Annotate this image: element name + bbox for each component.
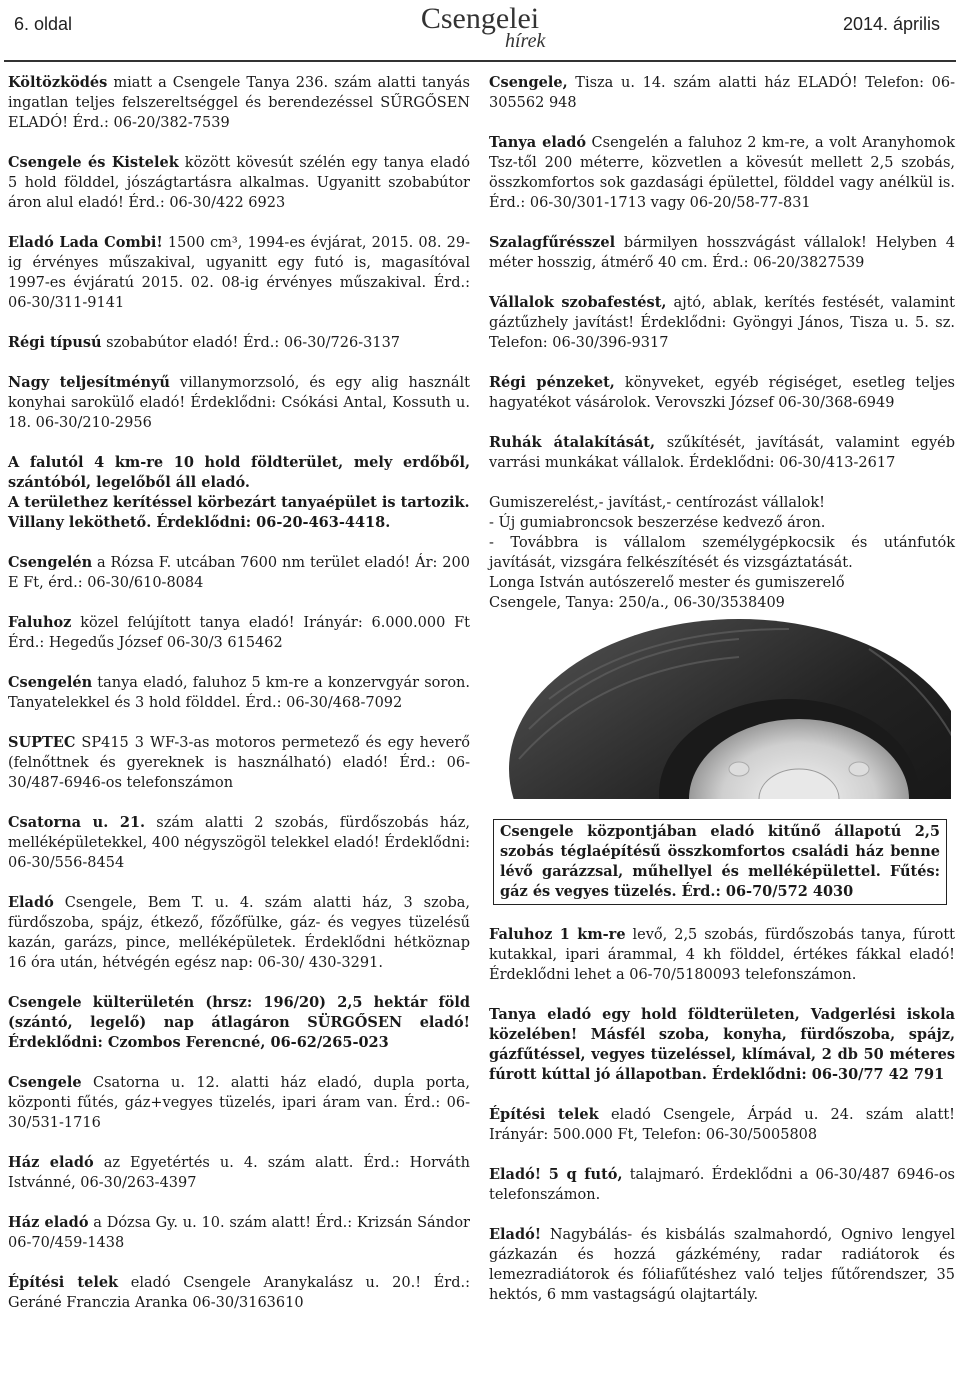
tire-icon bbox=[489, 619, 951, 799]
ad-text: Csatorna u. 12. alatti ház eladó, dupla porta, központi fűtés, gáz+vegyes tüzelés, ipari áram van. Érd.: 06-30/531-1716 bbox=[8, 1075, 470, 1131]
ad-lead: Csengele külterületén (hrsz: 196/20) 2,5 hektár föld (szántó, legelő) nap átlagáron SÜRGŐSEN eladó! Érdeklődni: Czombos Ferencné, 06-62/265-023 bbox=[8, 994, 470, 1051]
ad-lead: Csengele és Kistelek bbox=[8, 154, 179, 171]
ad-lead: Vállalok szobafestést, bbox=[489, 294, 667, 311]
classified-ad bbox=[8, 73, 470, 133]
ad-text: szám alatti 2 szobás, fürdőszobás ház, melléképületekkel, 400 négyszögöl telekkel eladó! Érdeklődni: 06-30/556-8454 bbox=[8, 815, 471, 871]
ad-text: a Rózsa F. utcában 7600 nm terület eladó! Ár: 200 E Ft, érd.: 06-30/610-8084 bbox=[8, 555, 470, 591]
classified-ad bbox=[489, 1105, 955, 1145]
ad-line: A területhez kerítéssel körbezárt tanyaépület is tartozik. bbox=[8, 494, 470, 511]
page-header bbox=[0, 0, 960, 60]
classified-ad bbox=[8, 553, 470, 593]
classified-ad bbox=[489, 925, 955, 985]
ad-lead: Régi típusú bbox=[8, 334, 102, 351]
ad-lead: Építési telek bbox=[489, 1106, 599, 1123]
ad-text: eladó Csengele Aranykalász u. 20.! Érd.: Geráné Franczia Aranka 06-30/3163610 bbox=[8, 1275, 470, 1311]
classified-ad bbox=[489, 373, 955, 413]
ad-lead: Csengelén bbox=[8, 674, 93, 691]
classified-ad bbox=[8, 673, 470, 713]
ad-text: tanya eladó, faluhoz 5 km-re a konzervgyár soron. Tanyatelekkel és 3 hold földdel. Érd.: 06-30/468-7092 bbox=[8, 675, 470, 711]
ad-text: miatt a Csengele Tanya 236. szám alatti tanyás ingatlan teljes felszereltséggel és berendezéssel SŰRGŐSEN ELADÓ! Érd.: 06-20/382-7539 bbox=[8, 75, 470, 131]
ad-lead: Nagy teljesítményű bbox=[8, 374, 170, 391]
ad-lead: Faluhoz 1 km-re bbox=[489, 926, 626, 943]
ad-lead: Csatorna u. 21. bbox=[8, 814, 146, 831]
ad-text: ajtó, ablak, kerítés festését, valamint gáztűzhely javítást! Érdeklődni: Gyöngyi János, Tisza u. 5. sz. Telefon: 06-30/396-9317 bbox=[489, 295, 956, 351]
ad-text: talajmaró. Érdeklődni a 06-30/487 6946-os telefonszámon. bbox=[489, 1167, 955, 1203]
right-column bbox=[489, 73, 955, 1325]
ad-line: Csengele, Tanya: 250/a., 06-30/3538409 bbox=[489, 595, 785, 611]
issue-date: 2014. április bbox=[842, 14, 940, 34]
ad-lead: Eladó! bbox=[489, 1226, 542, 1243]
ad-lead: Költözködés bbox=[8, 74, 108, 91]
ad-text: Csengele, Bem T. u. 4. szám alatti ház, 3 szoba, fürdőszoba, spájz, étkező, főzőfülke, gáz- és vegyes tüzelésű kazán, garázs, pince, melléképületek. Érdeklődni hétköznap 16 óra után, hétvégén egész nap: 06-30/ 430-3291. bbox=[8, 895, 470, 971]
classified-ad bbox=[8, 1213, 470, 1253]
ad-text: szűkítését, javítását, valamint egyéb varrási munkákat vállalok. Érdeklődni: 06-30/413-2617 bbox=[489, 435, 955, 471]
tire-service-ad bbox=[489, 493, 955, 613]
ad-lead: SUPTEC bbox=[8, 734, 76, 751]
ad-text: Csengelén a faluhoz 2 km-re, a volt Aranyhomok Tsz-től 200 méterre, közvetlen a kövesút mellett 2,5 szobás, összkomfortos sok gazdasági épülettel, földdel vagy anélkül is. Érd.: 06-30/301-1713 vagy 06-20/58-77-831 bbox=[489, 135, 955, 211]
classified-ad bbox=[8, 613, 470, 653]
ad-text: könyveket, egyéb régiséget, esetleg teljes hagyatékot vásárolok. Verovszki József 06-30/368-6949 bbox=[489, 375, 955, 411]
classified-ad bbox=[8, 153, 470, 213]
classified-ad bbox=[489, 293, 955, 353]
header-divider bbox=[4, 60, 956, 62]
ad-text: a Dózsa Gy. u. 10. szám alatt! Érd.: Krizsán Sándor 06-70/459-1438 bbox=[8, 1215, 470, 1251]
classified-ad bbox=[8, 993, 470, 1053]
classified-ad bbox=[8, 453, 470, 533]
ad-lead: Régi pénzeket, bbox=[489, 374, 615, 391]
classified-ad bbox=[489, 1005, 955, 1085]
ad-text: szobabútor eladó! Érd.: 06-30/726-3137 bbox=[101, 335, 401, 351]
ad-lead: Tanya eladó bbox=[489, 134, 587, 151]
classified-ad bbox=[8, 333, 470, 353]
classified-ad bbox=[8, 1273, 470, 1313]
masthead-title: Csengelei bbox=[420, 2, 540, 35]
ad-text: közel felújított tanya eladó! Irányár: 6.000.000 Ft Érd.: Hegedűs József 06-30/3 615462 bbox=[8, 615, 470, 651]
ad-lead: Építési telek bbox=[8, 1274, 119, 1291]
classified-ad bbox=[489, 433, 955, 473]
classified-ad bbox=[489, 133, 955, 213]
ad-text: Tisza u. 14. szám alatti ház ELADÓ! Telefon: 06-305562 948 bbox=[489, 75, 955, 111]
ad-line: Villany leköthető. Érdeklődni: 06-20-463-4418. bbox=[8, 514, 391, 531]
ad-lead: Eladó! 5 q futó, bbox=[489, 1166, 623, 1183]
ad-line: - Továbbra is vállalom személygépkocsik és utánfutók javítását, vizsgára felkészítését és vizsgáztatását. bbox=[489, 535, 955, 571]
ad-line: Longa István autószerelő mester és gumiszerelő bbox=[489, 575, 845, 591]
classified-ad bbox=[8, 233, 470, 313]
ad-line: A falutól 4 km-re 10 hold földterület, mely erdőből, szántóból, legelőből áll eladó. bbox=[8, 454, 470, 491]
classified-ad bbox=[8, 373, 470, 433]
ad-text: bármilyen hosszvágást vállalok! Helyben 4 méter hosszig, átmérő 40 cm. Érd.: 06-20/3827539 bbox=[489, 235, 955, 271]
ad-lead: Eladó Lada Combi! bbox=[8, 234, 163, 251]
classified-ad bbox=[489, 73, 955, 113]
ad-lead: Ház eladó bbox=[8, 1214, 89, 1231]
ad-lead: Csengele bbox=[8, 1074, 82, 1091]
ad-lead: Csengelén bbox=[8, 554, 93, 571]
featured-house-ad: Csengele központjában eladó kitűnő állapotú 2,5 szobás téglaépítésű összkomfortos családi ház benne lévő garázzsal, műhellyel és melléképülettel. Fűtés: gáz és vegyes tüzelés. Érd.: 06-70/572 4030 bbox=[493, 819, 947, 905]
ad-lead: Eladó bbox=[8, 894, 54, 911]
ad-text: között kövesút szélén egy tanya eladó 5 hold földdel, jószágtartásra alkalmas. Ugyanitt szobabútor áron alul eladó! Érd.: 06-30/422 6923 bbox=[8, 155, 470, 211]
classified-ad bbox=[8, 1153, 470, 1193]
ad-lead: Ház eladó bbox=[8, 1154, 94, 1171]
ad-text: SP415 3 WF-3-as motoros permetező és egy heverő (felnőttnek és gyereknek is használható) eladó! Érd.: 06-30/487-6946-os telefonszámon bbox=[8, 735, 470, 791]
classified-ad bbox=[489, 1225, 955, 1305]
page-number: 6. oldal bbox=[14, 14, 73, 34]
classified-ad bbox=[8, 1073, 470, 1133]
tire-image bbox=[489, 619, 951, 799]
ad-text: az Egyetértés u. 4. szám alatt. Érd.: Horváth Istvánné, 06-30/263-4397 bbox=[8, 1155, 470, 1191]
ad-text: villanymorzsoló, és egy alig használt konyhai sarokülő eladó! Érdeklődni: Csókási Antal, Kossuth u. 18. 06-30/210-2956 bbox=[8, 375, 470, 431]
ad-lead: Tanya eladó egy hold földterületen, Vadgerlési iskola közelében! Másfél szoba, konyha, fürdőszoba, spájz, gázfűtéssel, vegyes tüzeléssel, klímával, 2 db 50 méteres fúrott kúttal jó állapotban. Érdeklődni: 06-30/77 42 791 bbox=[489, 1006, 955, 1083]
ad-lead: Csengele, bbox=[489, 74, 568, 91]
ad-text: 1500 cm³, 1994-es évjárat, 2015. 08. 29-ig érvényes műszakival, ugyanitt egy futó is, magasítóval 1997-es évjáratú 2015. 02. 08-ig érvényes műszakival. Érd.: 06-30/311-9141 bbox=[8, 235, 470, 311]
ad-line: - Új gumiabroncsok beszerzése kedvező áron. bbox=[489, 515, 826, 531]
classified-ad bbox=[8, 813, 470, 873]
masthead-subtitle: hírek bbox=[505, 30, 546, 52]
classified-ad bbox=[489, 1165, 955, 1205]
ad-lead: Szalagfűrésszel bbox=[489, 234, 616, 251]
ad-lead: Faluhoz bbox=[8, 614, 72, 631]
left-column bbox=[8, 73, 470, 1333]
ad-text: eladó Csengele, Árpád u. 24. szám alatt! Irányár: 500.000 Ft, Telefon: 06-30/5005808 bbox=[489, 1107, 956, 1143]
classified-ad bbox=[8, 893, 470, 973]
ad-text: Nagybálás- és kisbálás szalmahordó, Ognivo lengyel gázkazán és hozzá gázkémény, radar radiátorok és lemezradiátorok és fóliafűtéshez való teljes fűtőrendszer, 35 hektós, 6 mm vastagságú olajtartály. bbox=[489, 1227, 955, 1303]
ad-lead: Ruhák átalakítását, bbox=[489, 434, 656, 451]
classified-ad bbox=[8, 733, 470, 793]
classified-ad bbox=[489, 233, 955, 273]
ad-text: levő, 2,5 szobás, fürdőszobás tanya, fúrott kutakkal, ipari árammal, 4 kh földdel, értékes fákkal eladó! Érdeklődni lehet a 06-70/5180093 telefonszámon. bbox=[489, 927, 956, 983]
ad-line: Gumiszerelést,- javítást,- centírozást vállalok! bbox=[489, 495, 825, 511]
